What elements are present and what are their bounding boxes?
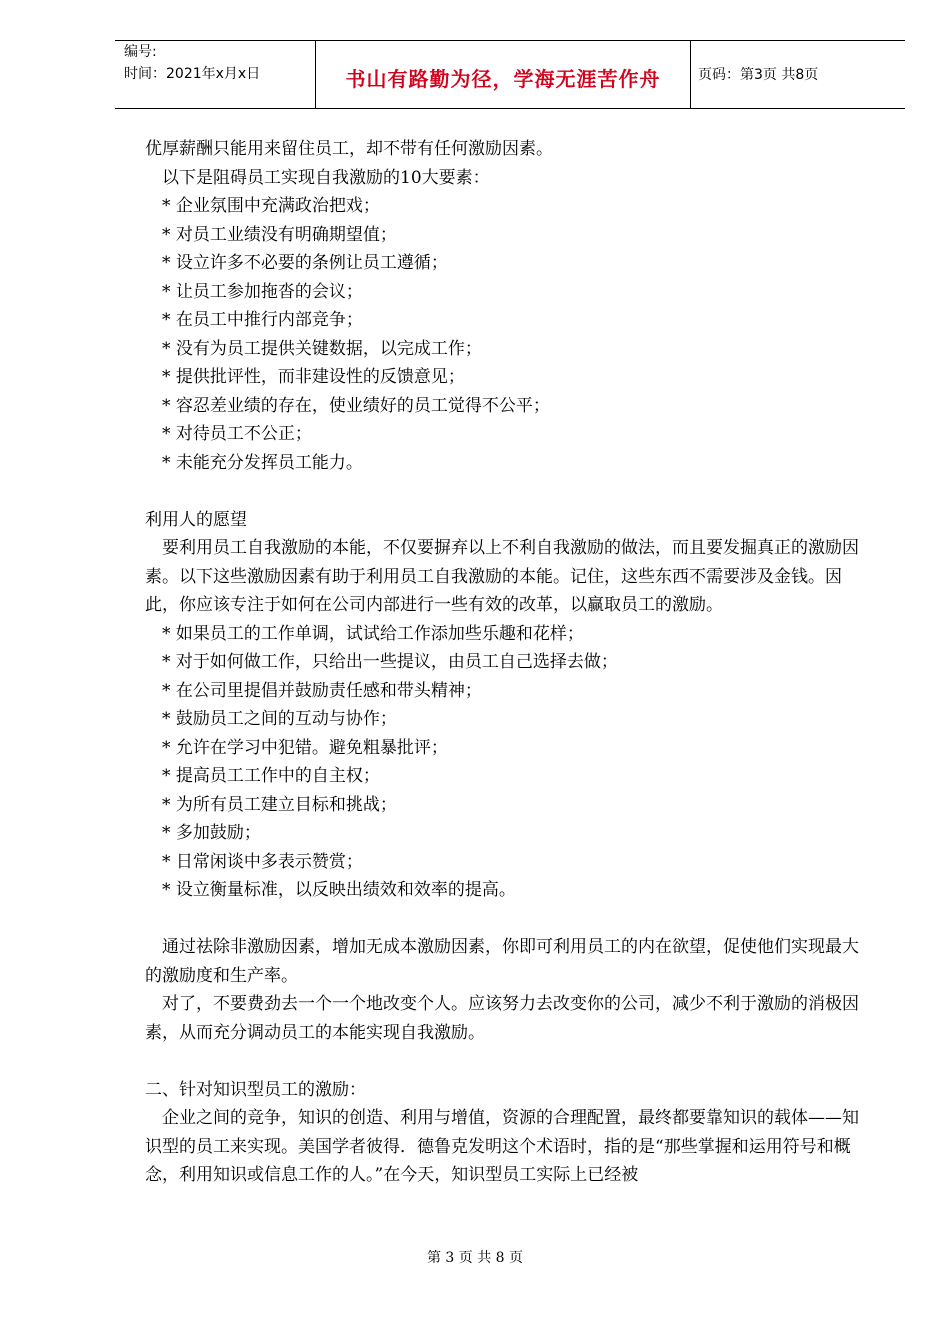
list-item: * 多加鼓励； [162, 823, 261, 843]
list-item: * 对员工业绩没有明确期望值； [162, 224, 397, 245]
paragraph: 优厚薪酬只能用来留住员工，却不带有任何激励因素。 [145, 139, 553, 159]
list-item: * 设立许多不必要的条例让员工遵循； [162, 253, 448, 273]
list-item: * 在员工中推行内部竞争； [162, 310, 363, 330]
header-motto: 书山有路勤为径，学海无涯苦作舟 [345, 67, 661, 91]
list-item: * 日常闲谈中多表示赞赏； [162, 851, 363, 872]
list-item: * 容忍差业绩的存在，使业绩好的员工觉得不公平； [162, 395, 550, 416]
document-time: 时间：2021年x月x日 [124, 66, 261, 82]
list-item: * 让员工参加拖沓的会议； [162, 281, 363, 302]
page-header [115, 40, 905, 109]
page-footer: 第 3 页 共 8 页 [426, 1250, 524, 1266]
list-item: * 鼓励员工之间的互动与协作； [162, 709, 397, 729]
list-item: * 设立衡量标准，以反映出绩效和效率的提高。 [162, 880, 516, 900]
header-info-cell [115, 41, 315, 108]
spacer [145, 477, 873, 506]
header-motto-cell [315, 41, 691, 108]
section-heading: 二、针对知识型员工的激励： [145, 1079, 366, 1100]
paragraph: 通过祛除非激励因素，增加无成本激励因素，你即可利用员工的内在欲望，促使他们实现最大的激励度和生产率。 [145, 937, 859, 986]
list-item: * 对于如何做工作，只给出一些提议，由员工自己选择去做； [162, 652, 618, 672]
paragraph: 要利用员工自我激励的本能，不仅要摒弃以上不利自我激励的做法，而且要发掘真正的激励因素。以下这些激励因素有助于利用员工自我激励的本能。记住，这些东西不需要涉及金钱。因此，你应该专注于如何在公司内部进行一些有效的改革，以赢取员工的激励。 [145, 538, 859, 615]
header-page-number: 页码：第3页 共8页 [698, 67, 819, 83]
list-item: * 如果员工的工作单调，试试给工作添加些乐趣和花样； [162, 623, 584, 644]
section-heading: 利用人的愿望 [145, 509, 247, 530]
header-page-cell [690, 41, 905, 108]
document-body [145, 135, 873, 1190]
list-item: * 企业氛围中充满政治把戏； [162, 196, 380, 216]
list-item: * 提供批评性，而非建设性的反馈意见； [162, 367, 465, 387]
list-item: * 在公司里提倡并鼓励责任感和带头精神； [162, 680, 482, 701]
paragraph: 企业之间的竞争，知识的创造、利用与增值，资源的合理配置，最终都要靠知识的载体——知识型的员工来实现。美国学者彼得．德鲁克发明这个术语时，指的是“那些掌握和运用符号和概念，利用知识或信息工作的人。”在今天，知识型员工实际上已经被 [145, 1108, 859, 1185]
paragraph: 对了，不要费劲去一个一个地改变个人。应该努力去改变你的公司，减少不利于激励的消极因素，从而充分调动员工的本能实现自我激励。 [145, 994, 859, 1043]
list-item: * 提高员工工作中的自主权； [162, 766, 380, 786]
spacer [145, 905, 873, 934]
paragraph: 以下是阻碍员工实现自我激励的10大要素： [162, 167, 490, 188]
list-item: * 没有为员工提供关键数据，以完成工作； [162, 338, 482, 359]
spacer [145, 1047, 873, 1076]
list-item: * 允许在学习中犯错。避免粗暴批评； [162, 737, 448, 758]
list-item: * 对待员工不公正； [162, 424, 312, 444]
list-item: * 为所有员工建立目标和挑战； [162, 794, 397, 815]
document-number: 编号: [124, 44, 157, 60]
list-item: * 未能充分发挥员工能力。 [162, 452, 363, 473]
